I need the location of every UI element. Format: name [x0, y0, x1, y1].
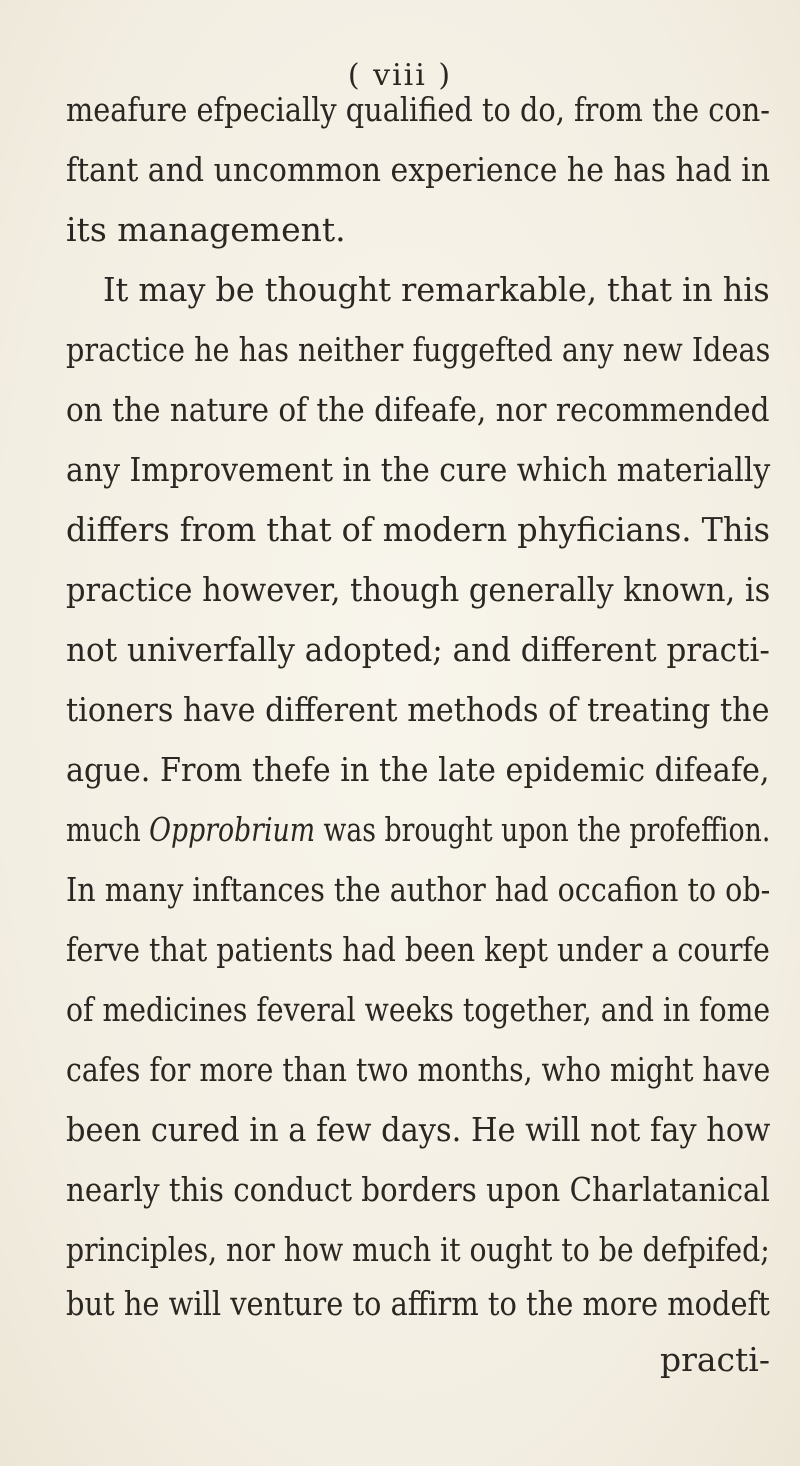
line-text: In many inftances the author had occafion to ob-	[66, 870, 771, 909]
line-text: ague. From thefe in the late epidemic difeafe,	[66, 750, 770, 789]
line-text: differs from that of modern phyficians. This	[66, 510, 770, 549]
line-text: ftant and uncommon experience he has had in	[66, 150, 771, 189]
line-text-mixed	[66, 810, 770, 850]
line-text: ferve that patients had been kept under a courfe	[66, 930, 770, 969]
line-text-start: much	[66, 810, 141, 849]
line-text: its management.	[66, 210, 346, 249]
line-text: of medicines feveral weeks together, and in fome	[66, 990, 771, 1029]
line-text-end: was brought upon the profeffion.	[323, 810, 771, 849]
page-number-header: ( viii )	[347, 58, 453, 93]
line-text: principles, nor how much it ought to be defpifed;	[66, 1230, 770, 1269]
line-text: tioners have different methods of treating the	[66, 690, 770, 729]
line-text: practice however, though generally known, is	[66, 570, 771, 609]
catchword: practi-	[659, 1340, 770, 1379]
line-text: not univerfally adopted; and different practi-	[66, 630, 770, 669]
line-text: nearly this conduct borders upon Charlatanical	[66, 1170, 770, 1209]
line-text: been cured in a few days. He will not fay how	[66, 1110, 771, 1149]
line-text: cafes for more than two months, who might have	[66, 1050, 771, 1089]
line-text: but he will venture to affirm to the more modeft	[66, 1284, 770, 1323]
italic-word: Opprobrium	[149, 810, 316, 849]
line-text: any Improvement in the cure which materially	[66, 450, 771, 489]
line-text: practice he has neither fuggefted any new Ideas	[66, 330, 771, 369]
line-text: meafure efpecially qualified to do, from the con-	[66, 90, 770, 129]
line-text: on the nature of the difeafe, nor recommended	[66, 390, 770, 429]
line-text: It may be thought remarkable, that in his	[103, 270, 770, 309]
